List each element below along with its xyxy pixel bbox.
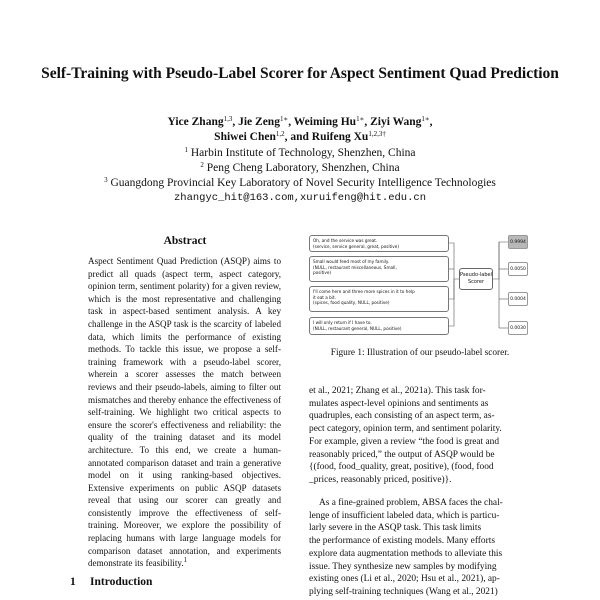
score-box: 0.9994 xyxy=(508,235,528,249)
author-name: and Ruifeng Xu xyxy=(290,131,369,143)
intro-paragraph-2: As a fine-grained problem, ABSA faces the chal- lenge of insufficient labeled data, which is particu- larly severe in the ASQP task. This task limits the performance of existing models. Many efforts explore data augmentation methods to alleviate this issue. They synthesize new samples by modifying existing ones (Li et al., 2020; Hsu et al., 2021), ap- plying self-training techniques (Wang et al., 2021) xyxy=(309,498,503,597)
affiliation: $^2$ Peng Cheng Laboratory, Shenzhen, China xyxy=(200,161,400,174)
abstract-body: Aspect Sentiment Quad Prediction (ASQP) aims to predict all quads (aspect term, aspect category, opinion term, sentiment polarity) for a given review, which is the most representative and challenging task in aspect-based sentiment analysis. A key challenge in the ASQP task is the scarcity of labeled data, which limits the performance of existing methods. To tackle this issue, we propose a self-training framework with a pseudo-label scorer, wherein a scorer assesses the match between reviews and their pseudo-labels, aiming to filter out mismatches and thereby enhance the effectiveness of self-training. We highlight two critical aspects to ensure the scorer's effectiveness and reliability: the quality of the training dataset and its model architecture. To this end, we create a human-annotated comparison dataset and train a generative model on it using ranking-based objectives. Extensive experiments on public ASQP datasets reveal that using our scorer can greatly and consistently improve the effectiveness of self-training. Moreover, we explore the possibility of replacing humans with large language models for comparison dataset annotation, and experiments demonstrate its feasibility.$^1$ xyxy=(88,256,281,569)
author-name: Yice Zhang xyxy=(167,116,224,128)
figure-caption: Figure 1: Illustration of our pseudo-label scorer. xyxy=(330,348,510,358)
review-box: Small would feed most of my family. (NULL, restaurant miscellaneous, Small, positive) xyxy=(309,256,449,282)
figure-1 xyxy=(309,232,531,344)
score-box: 0.0004 xyxy=(508,292,528,306)
review-box: I will only return if I have to. (NULL, restaurant general, NULL, positive) xyxy=(309,317,449,335)
author-list xyxy=(0,115,600,145)
pseudo-label-scorer-box: Pseudo-label Scorer xyxy=(459,268,493,290)
review-box: Oh, and the service was great. (service, service general, great, positive) xyxy=(309,235,449,252)
score-box: 0.0030 xyxy=(508,321,528,335)
review-box: I'll come here and three more spices in it to help it eat a bit. (spices, food quality, NULL, positive) xyxy=(309,286,449,312)
score-box: 0.0050 xyxy=(508,262,528,276)
author-name: Shiwei Chen xyxy=(214,131,276,143)
author-name: Weiming Hu xyxy=(293,116,357,128)
author-line-2: Shiwei Chen$^{1,2}$, and Ruifeng $Xu^{1,2,3\dagger}$ xyxy=(214,130,386,143)
author-name: Ziyi Wang xyxy=(370,116,422,128)
author-name: Jie Zeng xyxy=(238,116,280,128)
abstract-heading: Abstract xyxy=(163,235,207,247)
paper-title: Self-Training with Pseudo-Label Scorer for Aspect Sentiment Quad Prediction xyxy=(41,65,559,82)
affiliations xyxy=(0,146,600,206)
intro-paragraph-1: et al., 2021; Zhang et al., 2021a). This task for- mulates aspect-level opinions and sentiments as quadruples, each consisting of an aspect term, as- pect category, opinion term, and sentiment polarity. For example, given a review “the food is great and reasonably priced,” the output of ASQP would be {(food, food_quality, great, positive), (food, food _prices, reasonably priced, positive)}. xyxy=(309,386,502,485)
emails: zhangyc_hit@163.com,xuruifeng@hit.edu.cn xyxy=(173,192,427,204)
author-line-1: Yice Zhang$^{1,3}$, Jie Zeng$^{1∗}$, Weiming $Hu^{1∗}$, Ziyi Wang$^{1∗}$, xyxy=(167,115,433,128)
section-heading: 1 Introduction xyxy=(70,576,153,588)
affiliation: $^3$ Guangdong Provincial Key Laboratory of Novel Security Intelligence Technologies xyxy=(104,176,496,189)
affiliation: $^1$ Harbin Institute of Technology, Shenzhen, China xyxy=(184,146,416,159)
